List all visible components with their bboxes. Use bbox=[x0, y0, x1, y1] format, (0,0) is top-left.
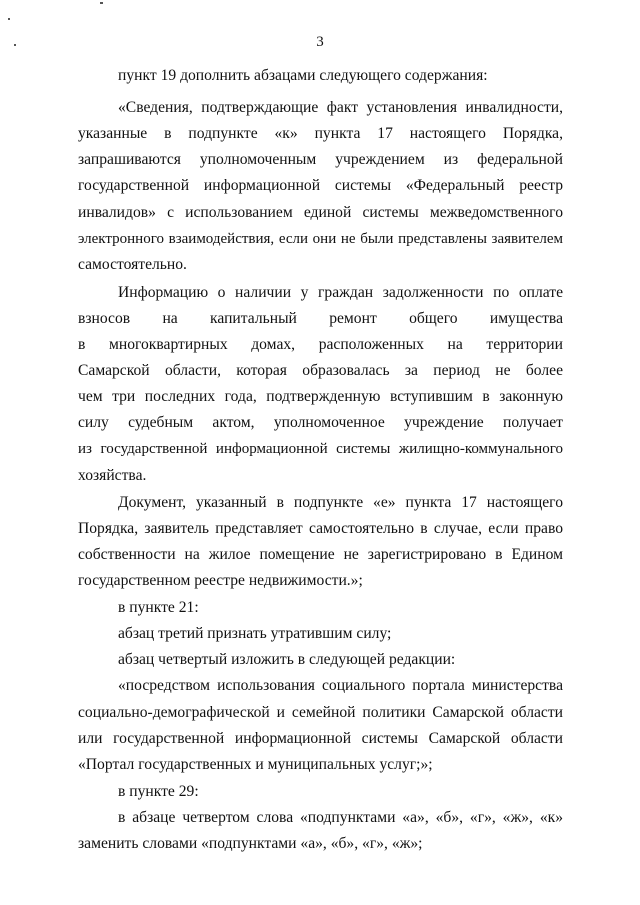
text-line: абзац третий признать утратившим силу; bbox=[118, 625, 392, 642]
text-line: Порядка, заявитель представляет самостоятельно в случае, если право bbox=[78, 520, 563, 537]
text-line: «Портал государственных и муниципальных услуг;»; bbox=[78, 756, 433, 773]
text-line: запрашиваются уполномоченным учреждением из федеральной bbox=[78, 151, 563, 168]
text-line: или государственной информационной системы Самарской области bbox=[78, 730, 563, 747]
text-line: государственном реестре недвижимости.»; bbox=[78, 572, 363, 589]
text-line: в пункте 29: bbox=[118, 783, 199, 800]
text-line: в пункте 21: bbox=[118, 599, 199, 616]
text-line: пункт 19 дополнить абзацами следующего содержания: bbox=[118, 67, 488, 84]
text-line: собственности на жилое помещение не зарегистрировано в Едином bbox=[78, 546, 563, 563]
scan-mark bbox=[8, 18, 10, 20]
text-line: социально-демографической и семейной политики Самарской области bbox=[78, 704, 563, 721]
text-line: абзац четвертый изложить в следующей редакции: bbox=[118, 651, 456, 668]
page-number: 3 bbox=[316, 34, 324, 50]
text-line: указанные в подпункте «к» пункта 17 настоящего Порядка, bbox=[78, 125, 563, 142]
text-line: инвалидов» с использованием единой системы межведомственного bbox=[78, 204, 563, 221]
scan-mark bbox=[14, 44, 16, 46]
text-line: электронного взаимодействия, если они не были представлены заявителем bbox=[78, 231, 563, 247]
text-line: чем три последних года, подтвержденную вступившим в законную bbox=[78, 388, 563, 405]
text-line: государственной информационной системы «Федеральный реестр bbox=[78, 177, 563, 194]
text-line: заменить словами «подпунктами «а», «б», «г», «ж»; bbox=[78, 835, 423, 852]
text-line: Документ, указанный в подпункте «е» пункта 17 настоящего bbox=[118, 494, 563, 511]
text-line: взносов на капитальный ремонт общего имущества bbox=[78, 310, 563, 327]
scan-mark bbox=[100, 2, 103, 4]
text-line: в абзаце четвертом слова «подпунктами «а», «б», «г», «ж», «к» bbox=[118, 809, 563, 826]
text-line: Информацию о наличии у граждан задолженности по оплате bbox=[118, 284, 563, 301]
text-line: «посредством использования социального портала министерства bbox=[118, 677, 563, 694]
text-line: из государственной информационной системы жилищно-коммунального bbox=[78, 441, 563, 457]
text-line: в многоквартирных домах, расположенных на территории bbox=[78, 336, 563, 353]
text-line: самостоятельно. bbox=[78, 256, 187, 273]
text-line: Самарской области, которая образовалась за период не более bbox=[78, 362, 563, 379]
text-line: «Сведения, подтверждающие факт установления инвалидности, bbox=[118, 99, 563, 116]
text-line: силу судебным актом, уполномоченное учреждение получает bbox=[78, 414, 563, 431]
text-line: хозяйства. bbox=[78, 467, 147, 484]
